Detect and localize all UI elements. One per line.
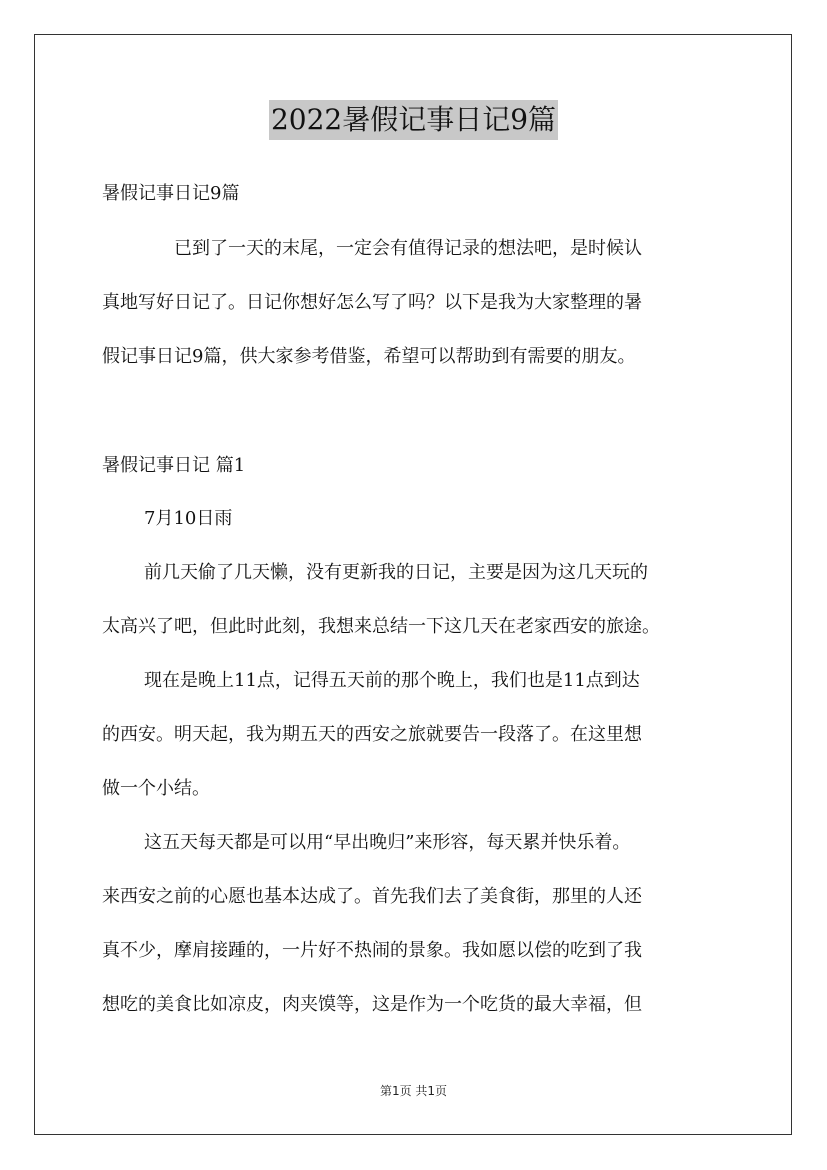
diary-body bbox=[102, 546, 742, 1032]
body-line: 现在是晚上11点，记得五天前的那个晚上，我们也是11点到达 bbox=[144, 670, 640, 691]
intro-paragraph bbox=[102, 222, 742, 384]
body-line: 来西安之前的心愿也基本达成了。首先我们去了美食街，那里的人还 bbox=[102, 886, 642, 907]
body-line: 真不少，摩肩接踵的，一片好不热闹的景象。我如愿以偿的吃到了我 bbox=[102, 940, 642, 961]
intro-line: 已到了一天的末尾，一定会有值得记录的想法吧，是时候认 bbox=[174, 238, 642, 259]
body-line: 做一个小结。 bbox=[102, 778, 210, 799]
diary-date: 7月10日雨 bbox=[144, 508, 233, 529]
body-line: 这五天每天都是可以用“早出晚归”来形容，每天累并快乐着。 bbox=[144, 832, 631, 853]
intro-line: 假记事日记9篇，供大家参考借鉴，希望可以帮助到有需要的朋友。 bbox=[102, 346, 636, 367]
document-title: 2022暑假记事日记9篇 bbox=[269, 100, 558, 140]
title-container bbox=[0, 100, 827, 140]
intro-line: 真地写好日记了。日记你想好怎么写了吗？以下是我为大家整理的暑 bbox=[102, 292, 642, 313]
section-heading: 暑假记事日记 篇1 bbox=[102, 455, 246, 476]
body-line: 想吃的美食比如凉皮，肉夹馍等，这是作为一个吃货的最大幸福，但 bbox=[102, 994, 642, 1015]
body-line: 太高兴了吧，但此时此刻，我想来总结一下这几天在老家西安的旅途。 bbox=[102, 616, 660, 637]
page-footer: 第1页 共1页 bbox=[379, 1084, 448, 1098]
body-line: 前几天偷了几天懒，没有更新我的日记，主要是因为这几天玩的 bbox=[144, 562, 648, 583]
document-subtitle: 暑假记事日记9篇 bbox=[102, 183, 240, 204]
body-line: 的西安。明天起，我为期五天的西安之旅就要告一段落了。在这里想 bbox=[102, 724, 642, 745]
